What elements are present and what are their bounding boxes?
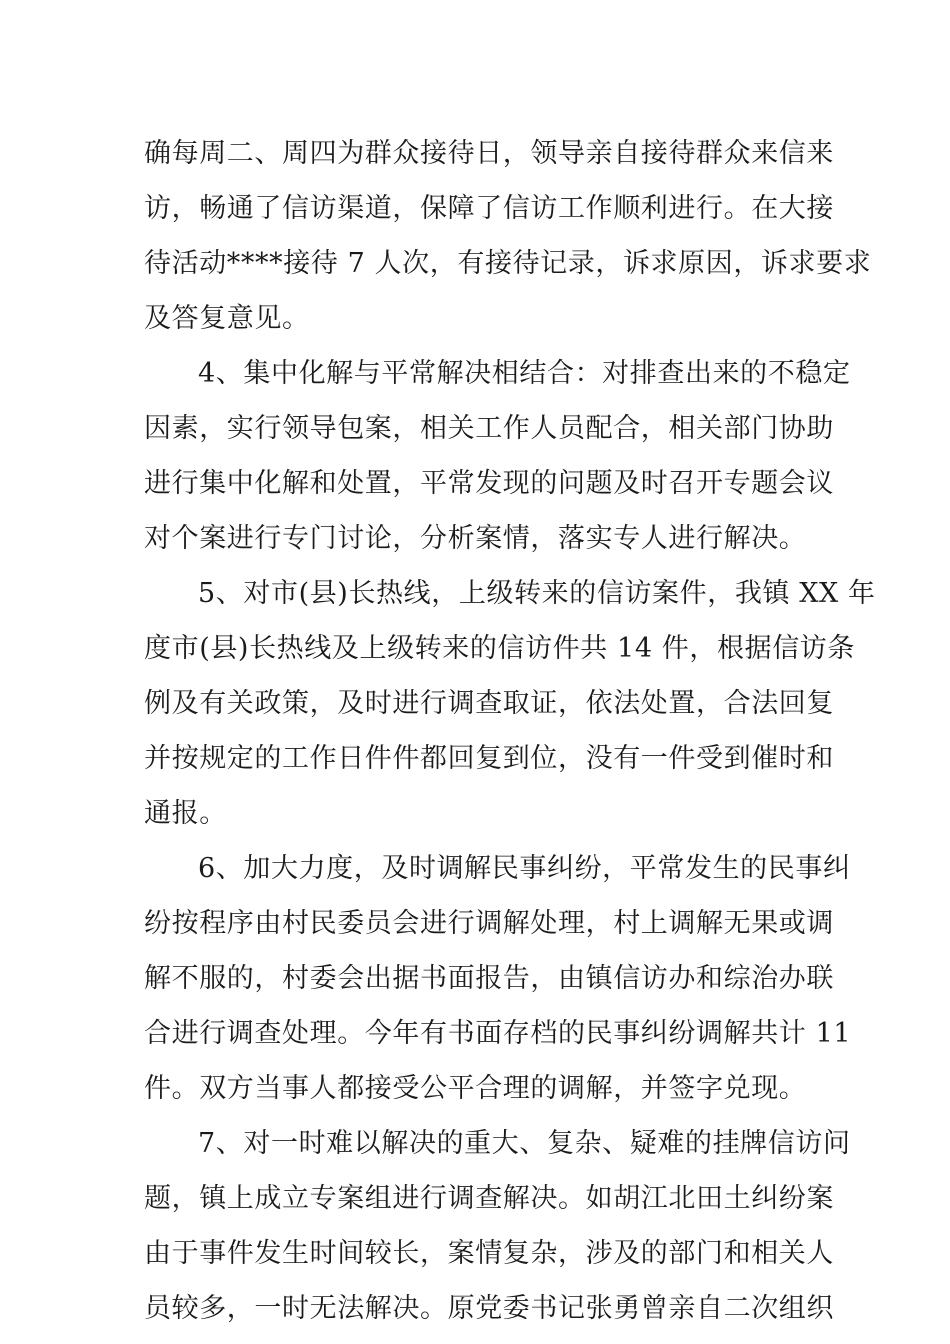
text-line: 并按规定的工作日件件都回复到位，没有一件受到催时和	[144, 743, 834, 774]
text-line: 通报。	[144, 798, 227, 829]
text-line: 度市(县)长热线及上级转来的信访件共 14 件，根据信访条	[144, 633, 855, 664]
text-line: 由于事件发生时间较长，案情复杂，涉及的部门和相关人	[144, 1238, 834, 1269]
paragraph-item-4	[144, 346, 851, 566]
text-line: 7、对一时难以解决的重大、复杂、疑难的挂牌信访问	[198, 1128, 851, 1159]
text-line: 合进行调查处理。今年有书面存档的民事纠纷调解共计 11	[144, 1018, 852, 1049]
text-line: 待活动****接待 7 人次，有接待记录，诉求原因，诉求要求	[144, 248, 872, 279]
paragraph-item-5	[144, 566, 876, 841]
text-line: 因素，实行领导包案，相关工作人员配合，相关部门协助	[144, 413, 834, 444]
text-line: 件。双方当事人都接受公平合理的调解，并签字兑现。	[144, 1073, 807, 1104]
paragraph-continuation	[144, 126, 872, 346]
text-line: 及答复意见。	[144, 303, 310, 334]
text-line: 解不服的，村委会出据书面报告，由镇信访办和综治办联	[144, 963, 834, 994]
text-line: 6、加大力度，及时调解民事纠纷，平常发生的民事纠	[198, 853, 851, 884]
text-line: 5、对市(县)长热线，上级转来的信访案件，我镇 XX 年	[198, 578, 876, 609]
document-body	[144, 126, 876, 1336]
text-line: 纷按程序由村民委员会进行调解处理，村上调解无果或调	[144, 908, 834, 939]
text-line: 对个案进行专门讨论，分析案情，落实专人进行解决。	[144, 523, 807, 554]
text-line: 访，畅通了信访渠道，保障了信访工作顺利进行。在大接	[144, 193, 834, 224]
text-line: 员较多，一时无法解决。原党委书记张勇曾亲自二次组织	[144, 1293, 834, 1324]
text-line: 题，镇上成立专案组进行调查解决。如胡江北田土纠纷案	[144, 1183, 834, 1214]
paragraph-item-7	[144, 1116, 851, 1336]
text-line: 例及有关政策，及时进行调查取证，依法处置，合法回复	[144, 688, 834, 719]
text-line: 4、集中化解与平常解决相结合：对排查出来的不稳定	[198, 358, 851, 389]
text-line: 进行集中化解和处置，平常发现的问题及时召开专题会议	[144, 468, 834, 499]
paragraph-item-6	[144, 841, 852, 1116]
text-line: 确每周二、周四为群众接待日，领导亲自接待群众来信来	[144, 138, 834, 169]
